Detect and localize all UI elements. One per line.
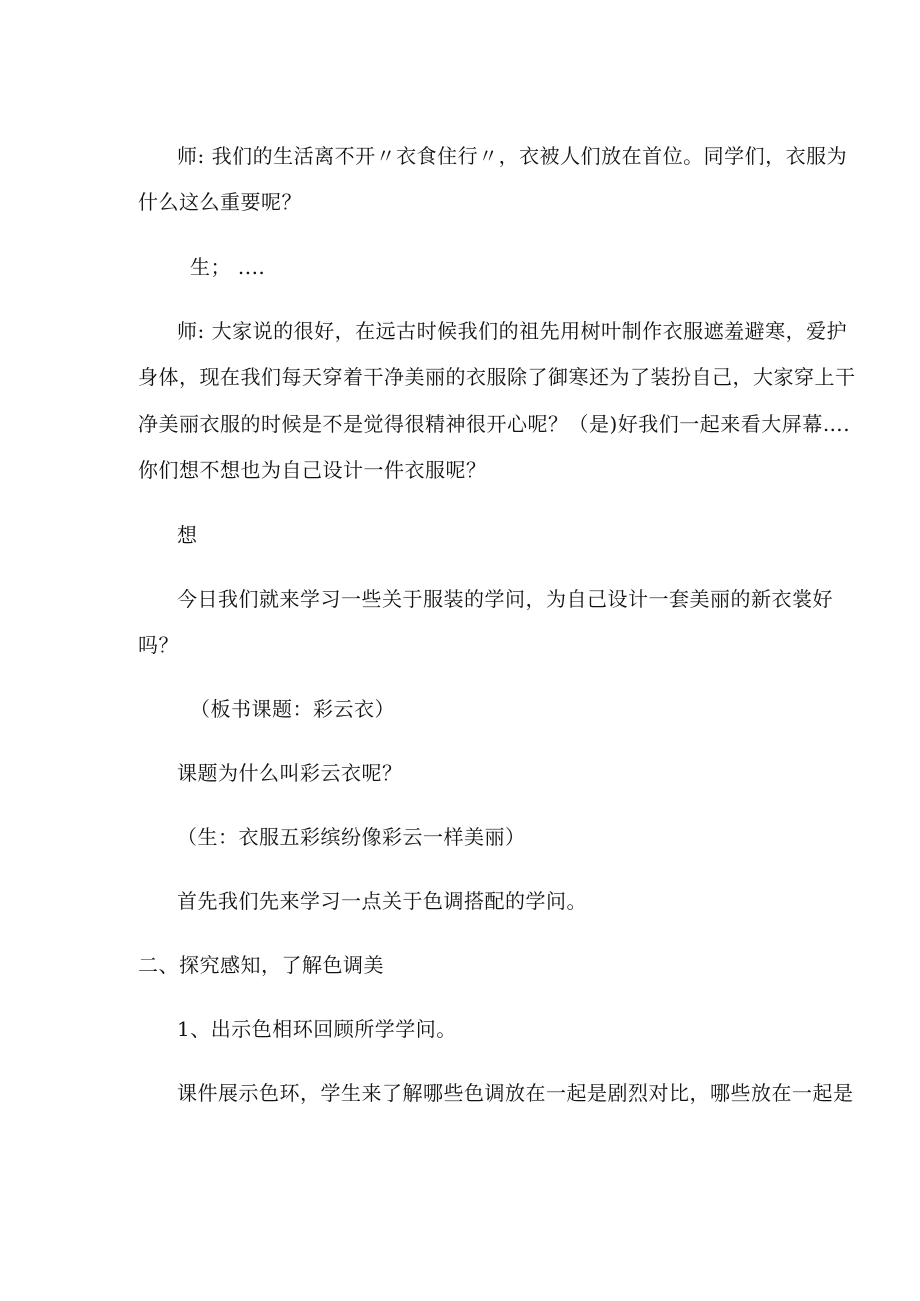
paragraph-color-intro: 首先我们先来学习一点关于色调搭配的学问。: [177, 889, 587, 913]
paragraph-student-answer: 想: [177, 523, 198, 547]
section-heading-2: 二、探究感知，了解色调美: [138, 953, 384, 977]
list-item-1: 1、出示色相环回顾所学学问。: [177, 1017, 457, 1041]
paragraph-today-line-2: 吗？: [138, 633, 179, 657]
paragraph-board-title: （板书课题：彩云衣）: [190, 697, 395, 721]
paragraph-teacher2-line-4: 你们想不想也为自己设计一件衣服呢？: [138, 458, 487, 482]
paragraph-teacher2-line-2: 身体，现在我们每天穿着干净美丽的衣服除了御寒还为了装扮自己，大家穿上干: [138, 365, 856, 389]
paragraph-title-question: 课题为什么叫彩云衣呢？: [177, 761, 403, 785]
paragraph-teacher2-line-3: 净美丽衣服的时候是不是觉得很精神很开心呢？（是)好我们一起来看大屏幕….: [138, 412, 851, 436]
paragraph-today-line-1: 今日我们就来学习一些关于服装的学问，为自己设计一套美丽的新衣裳好: [177, 587, 833, 611]
paragraph-teacher2-line-1: 师: 大家说的很好，在远古时候我们的祖先用树叶制作衣服遮羞避寒，爱护: [177, 319, 848, 343]
paragraph-teacher-line-1: 师: 我们的生活离不开〃衣食住行〃，衣被人们放在首位。同学们，衣服为: [177, 144, 848, 168]
paragraph-teacher-line-2: 什么这么重要呢？: [138, 190, 302, 214]
paragraph-student-explain: （生：衣服五彩缤纷像彩云一样美丽）: [177, 825, 526, 849]
paragraph-student-reply: 生； ....: [190, 255, 266, 279]
paragraph-courseware: 课件展示色环，学生来了解哪些色调放在一起是剧烈对比，哪些放在一起是: [177, 1081, 854, 1105]
